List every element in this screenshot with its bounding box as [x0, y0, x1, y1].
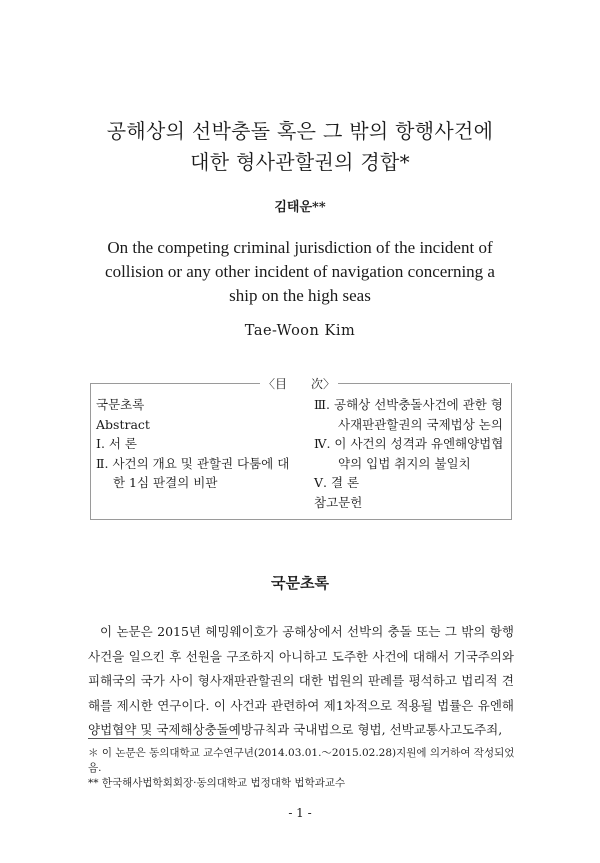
- toc-border-top-left: [90, 383, 260, 384]
- toc-item: 사재판관할권의 국제법상 논의: [338, 416, 503, 432]
- toc-item: 약의 입법 취지의 불일치: [338, 455, 471, 471]
- toc-item: Ⅰ. 서 론: [96, 436, 138, 451]
- author-english: Tae-Woon Kim: [244, 323, 356, 339]
- author-korean: 김태운**: [274, 200, 326, 215]
- paper-title-korean: [0, 116, 600, 178]
- title-en-line-3: ship on the high seas: [229, 286, 371, 305]
- toc-item: Ⅴ. 결 론: [314, 475, 360, 490]
- toc-item: Abstract: [96, 416, 150, 432]
- title-en-line-2: collision or any other incident of navigation concerning a: [105, 262, 495, 281]
- footnote-2: ** 한국해사법학회회장·동의대학교 법정대학 법학과교수: [88, 777, 346, 789]
- abstract-heading: 국문초록: [271, 574, 329, 592]
- toc-item: Ⅳ. 이 사건의 성격과 유엔해양법협: [314, 436, 504, 451]
- toc-item: Ⅱ. 사건의 개요 및 관할권 다툼에 대: [96, 455, 290, 471]
- toc-border-top-right: [338, 383, 510, 384]
- footnote-divider: [88, 738, 238, 739]
- toc-right-column: [314, 395, 514, 512]
- toc-item: Ⅲ. 공해상 선박충돌사건에 관한 형: [314, 397, 503, 412]
- footnotes: [88, 746, 518, 791]
- toc-heading: 〈目 次〉: [262, 377, 335, 391]
- paper-title-english: [0, 236, 600, 308]
- title-line-2: 대한 형사관할권의 경합*: [190, 150, 410, 174]
- footnote-1: ＊ 이 논문은 동의대학교 교수연구년(2014.03.01.～2015.02.28)지원에 의거하여 작성되었음.: [88, 747, 515, 774]
- abstract-body: 이 논문은 2015년 헤밍웨이호가 공해상에서 선박의 충돌 또는 그 밖의 항행사건을 일으킨 후 선원을 구조하지 아니하고 도주한 사건에 대해서 기국주의와 피해국의 국가 사이 형사재판관할권의 대한 법원의 판례를 평석하고 법리적 견해를 제시한 연구이다. 이 사건과 관련하여 제1차적으로 적용될 법률은 유엔해양법협약 및 국제해상충돌예방규칙과 국내법으로 형법, 선박교통사고도주죄,: [88, 624, 514, 737]
- title-en-line-1: On the competing criminal jurisdiction of the incident of: [107, 238, 493, 257]
- toc-item: 참고문헌: [314, 494, 363, 510]
- toc-left-column: [96, 395, 306, 493]
- toc-item: 국문초록: [96, 397, 145, 412]
- page-number: - 1 -: [288, 806, 312, 820]
- toc-item: 한 1심 판결의 비판: [113, 475, 218, 490]
- title-line-1: 공해상의 선박충돌 혹은 그 밖의 항행사건에: [106, 119, 494, 143]
